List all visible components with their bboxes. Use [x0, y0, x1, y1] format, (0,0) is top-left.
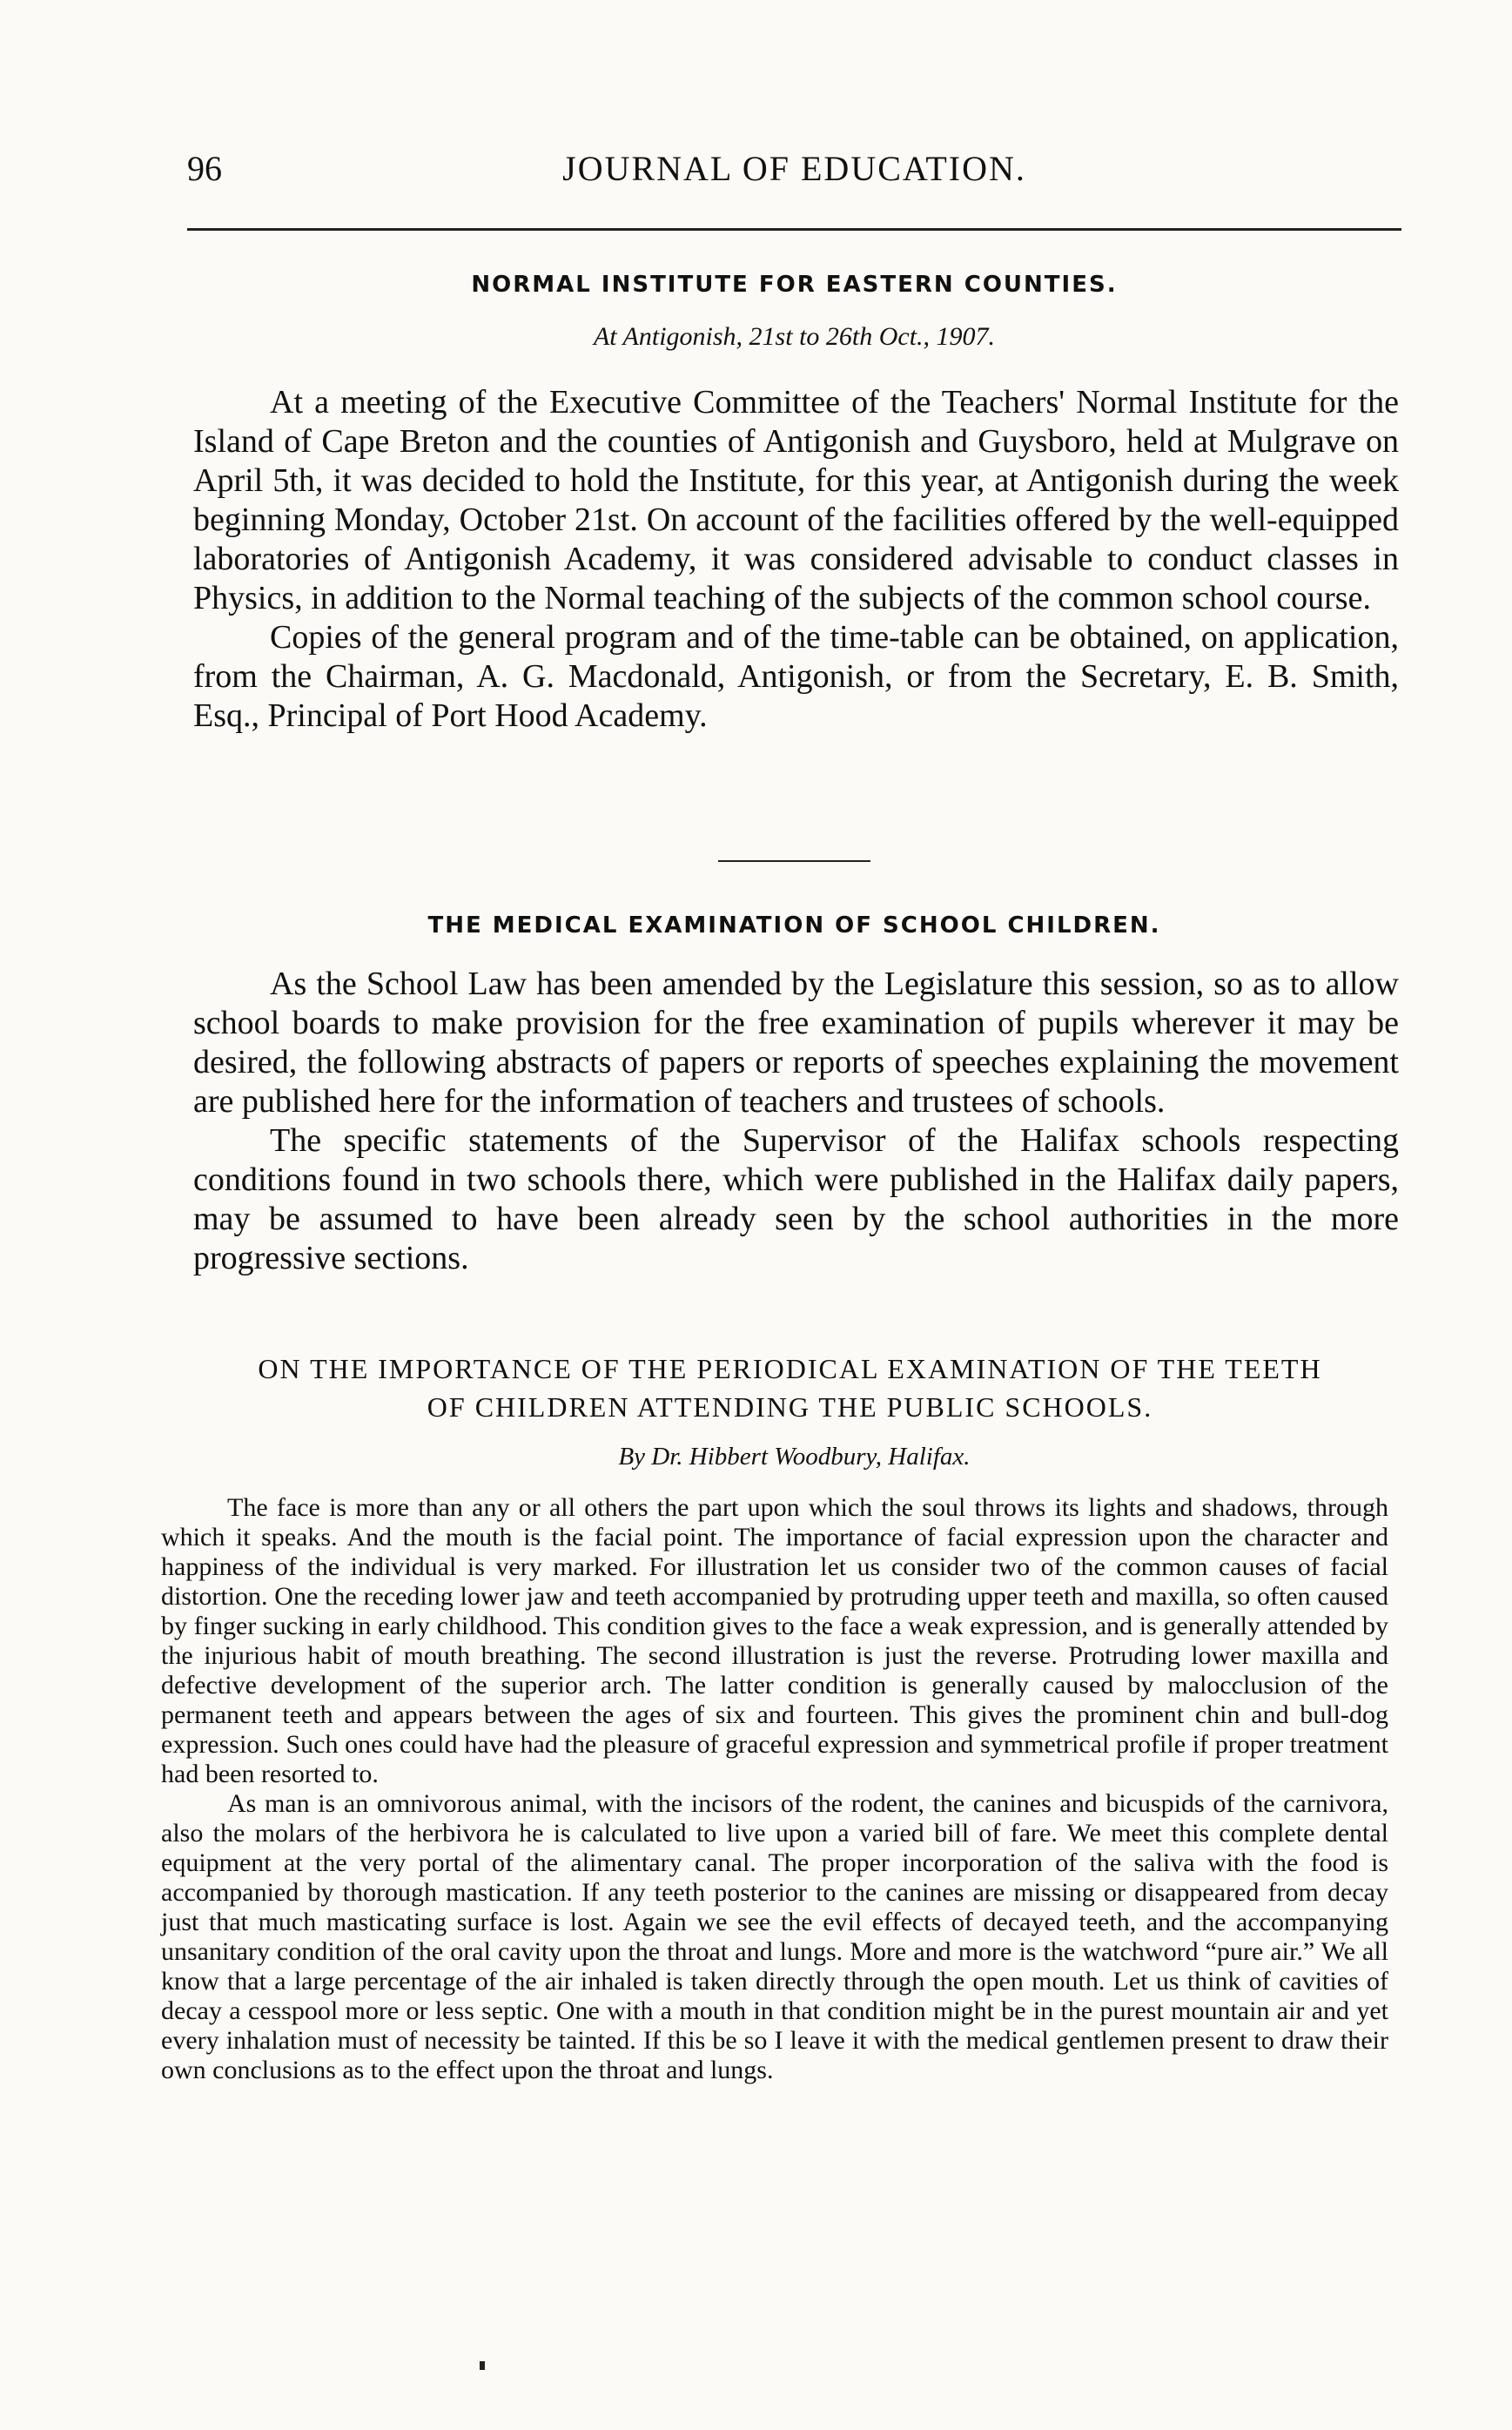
section-normal-institute-body [193, 383, 1399, 736]
paragraph: The specific statements of the Supervisor of the Halifax schools respecting conditions found in two schools there, which were published in the Halifax daily papers, may be assumed to have been already seen by the school authorities in the more progressive sections. [193, 1122, 1399, 1276]
article-title [174, 1350, 1406, 1426]
article-body [161, 1493, 1388, 2085]
paragraph: As the School Law has been amended by the Legislature this session, so as to allow school boards to make provision for the free examination of pupils wherever it may be desired, the following abstracts of papers or reports of speeches explaining the movement are published here for the information of teachers and trustees of schools. [193, 966, 1399, 1120]
section-heading-medical-examination: THE MEDICAL EXAMINATION OF SCHOOL CHILDREN. [427, 912, 1161, 939]
page-number: 96 [187, 149, 222, 188]
paragraph: The face is more than any or all others the part upon which the soul throws its lights and shadows, through which it speaks. And the mouth is the facial point. The importance of facial expression upon the character and happiness of the individual is very marked. For illustration let us consider two of the common causes of facial distortion. One the receding lower jaw and teeth accompanied by protruding upper teeth and maxilla, so often caused by finger sucking in early childhood. This condition gives to the face a weak expression, and is generally attended by the injurious habit of mouth breathing. The second illustration is just the reverse. Protruding lower maxilla and defective development of the superior arch. The latter condition is generally caused by malocclusion of the permanent teeth and appears between the ages of six and fourteen. This gives the prominent chin and bull-dog expression. Such ones could have had the pleasure of graceful expression and symmetrical profile if proper treatment had been resorted to. [161, 1493, 1388, 1788]
paragraph: As man is an omnivorous animal, with the incisors of the rodent, the canines and bicuspids of the carnivora, also the molars of the herbivora he is calculated to live upon a varied bill of fare. We meet this complete dental equipment at the very portal of the alimentary canal. The proper incorporation of the saliva with the food is accompanied by thorough mastication. If any teeth posterior to the canines are missing or disappeared from decay just that much masticating surface is lost. Again we see the evil effects of decayed teeth, and the accompanying unsanitary condition of the oral cavity upon the throat and lungs. More and more is the watchword “pure air.” We all know that a large percentage of the air inhaled is taken directly through the open mouth. Let us think of cavities of decay a cesspool more or less septic. One with a mouth in that condition might be in the purest mountain air and yet every inhalation must of necessity be tainted. If this be so I leave it with the medical gentlemen present to draw their own conclusions as to the effect upon the throat and lungs. [161, 1789, 1388, 2084]
dateline: At Antigonish, 21st to 26th Oct., 1907. [593, 322, 996, 351]
section-divider [718, 860, 870, 862]
header-rule [187, 228, 1401, 231]
section-medical-examination-body [193, 965, 1399, 1278]
paragraph: Copies of the general program and of the time-table can be obtained, on application, from the Chairman, A. G. Macdonald, Antigonish, or from the Secretary, E. B. Smith, Esq., Principal of Port Hood Academy. [193, 619, 1399, 734]
section-heading-normal-institute: NORMAL INSTITUTE FOR EASTERN COUNTIES. [471, 272, 1118, 298]
print-mark [480, 2361, 485, 2370]
article-title-line: ON THE IMPORTANCE OF THE PERIODICAL EXAMINATION OF THE TEETH [258, 1353, 1322, 1384]
running-title: JOURNAL OF EDUCATION. [562, 149, 1026, 188]
paragraph: At a meeting of the Executive Committee of the Teachers' Normal Institute for the Island of Cape Breton and the counties of Antigonish and Guysboro, held at Mulgrave on April 5th, it was decided to hold the Institute, for this year, at Antigonish during the week beginning Monday, October 21st. On account of the facilities offered by the well-equipped laboratories of Antigonish Academy, it was considered advisable to conduct classes in Physics, in addition to the Normal teaching of the subjects of the common school course. [193, 384, 1399, 616]
page-header [187, 148, 1401, 209]
article-title-line: OF CHILDREN ATTENDING THE PUBLIC SCHOOLS. [427, 1391, 1153, 1423]
article-byline: By Dr. Hibbert Woodbury, Halifax. [618, 1443, 971, 1471]
